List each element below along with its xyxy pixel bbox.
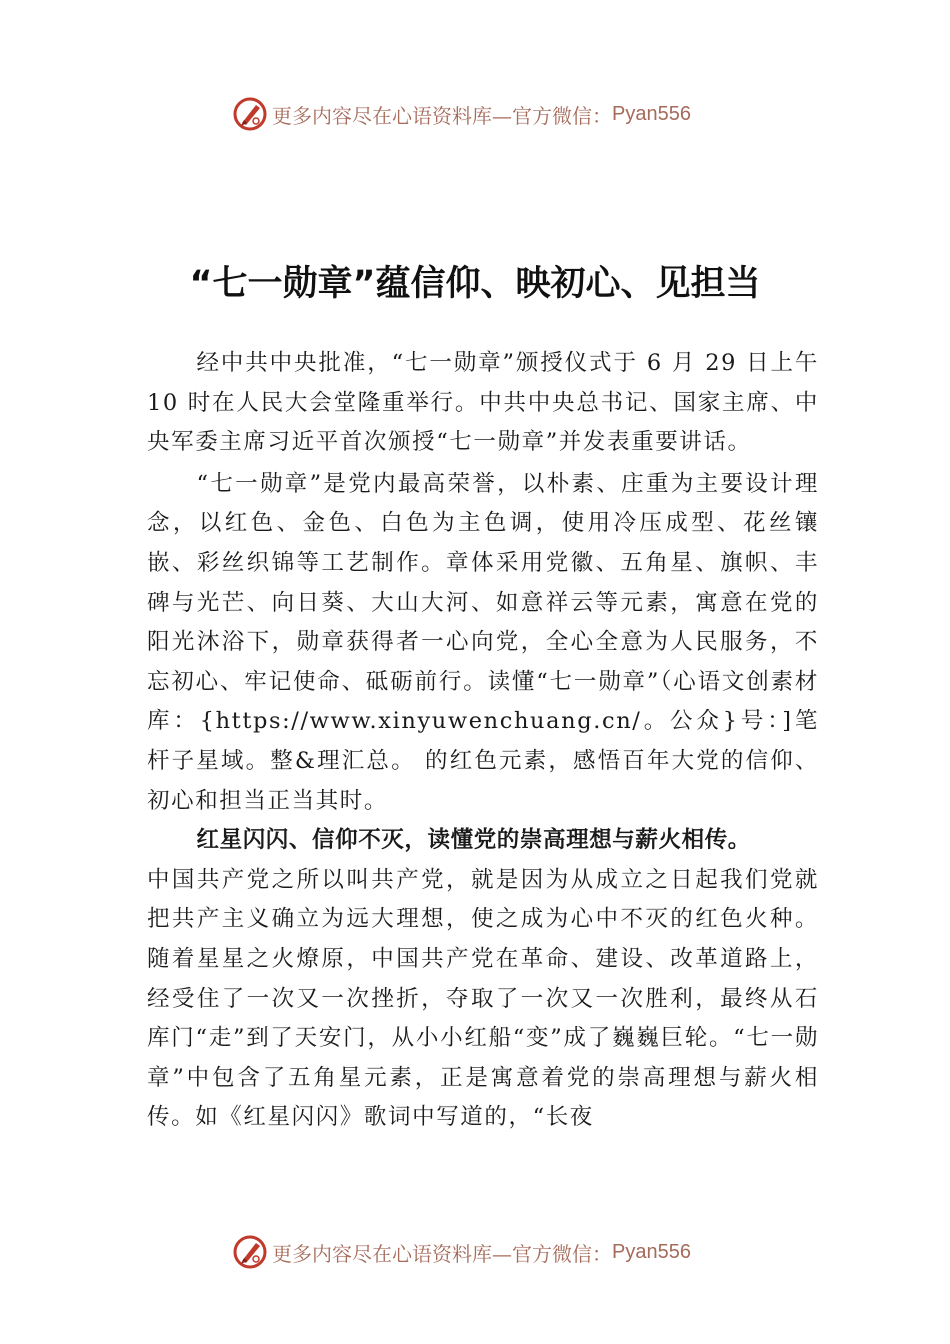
paragraph-3: 中国共产党之所以叫共产党，就是因为从成立之日起我们党就把共产主义确立为远大理想，使之成为心中不灭的红色火种。随着星星之火燎原，中国共产党在革命、建设、改革道路上，经受住了一次又一次挫折，夺取了一次又一次胜利，最终从石库门“走”到了天安门，从小小红船“变”成了巍巍巨轮。“七一勋章”中包含了五角星元素，正是寓意着党的崇高理想与薪火相传。如《红星闪闪》歌词中写道的，“长夜	[147, 866, 819, 1131]
document-title: “七一勋章”蕴信仰、映初心、见担当	[189, 264, 761, 304]
header-banner	[232, 94, 691, 134]
footer-banner	[232, 1232, 691, 1272]
paragraph-2: “七一勋章”是党内最高荣誉，以朴素、庄重为主要设计理念，以红色、金色、白色为主色调，使用冷压成型、花丝镶嵌、彩丝织锦等工艺制作。章体采用党徽、五角星、旗帜、丰碑与光芒、向日葵、大山大河、如意祥云等元素，寓意在党的阳光沐浴下，勋章获得者一心向党，全心全意为人民服务，不忘初心、牢记使命、砥砺前行。读懂“七一勋章”（心语文创素材库：{https://www.xinyuwenchuang.cn/。公众}号：]笔杆子星域。整&理汇总。 的红色元素，感悟百年大党的信仰、初心和担当正当其时。	[147, 470, 819, 814]
header-wechat-id: Pyan556	[612, 102, 691, 125]
header-brand-text: 更多内容尽在心语资料库—官方微信：	[272, 103, 612, 128]
quill-pen-logo-icon	[232, 96, 268, 132]
footer-wechat-id: Pyan556	[612, 1240, 691, 1263]
quill-pen-logo-icon	[232, 1234, 268, 1270]
footer-brand-text: 更多内容尽在心语资料库—官方微信：	[272, 1241, 612, 1266]
section-heading: 红星闪闪、信仰不灭，读懂党的崇高理想与薪火相传。	[196, 827, 751, 854]
paragraph-1: 经中共中央批准，“七一勋章”颁授仪式于 6 月 29 日上午 10 时在人民大会堂隆重举行。中共中央总书记、国家主席、中央军委主席习近平首次颁授“七一勋章”并发表重要讲话。	[147, 350, 819, 456]
document-body	[147, 344, 819, 1138]
